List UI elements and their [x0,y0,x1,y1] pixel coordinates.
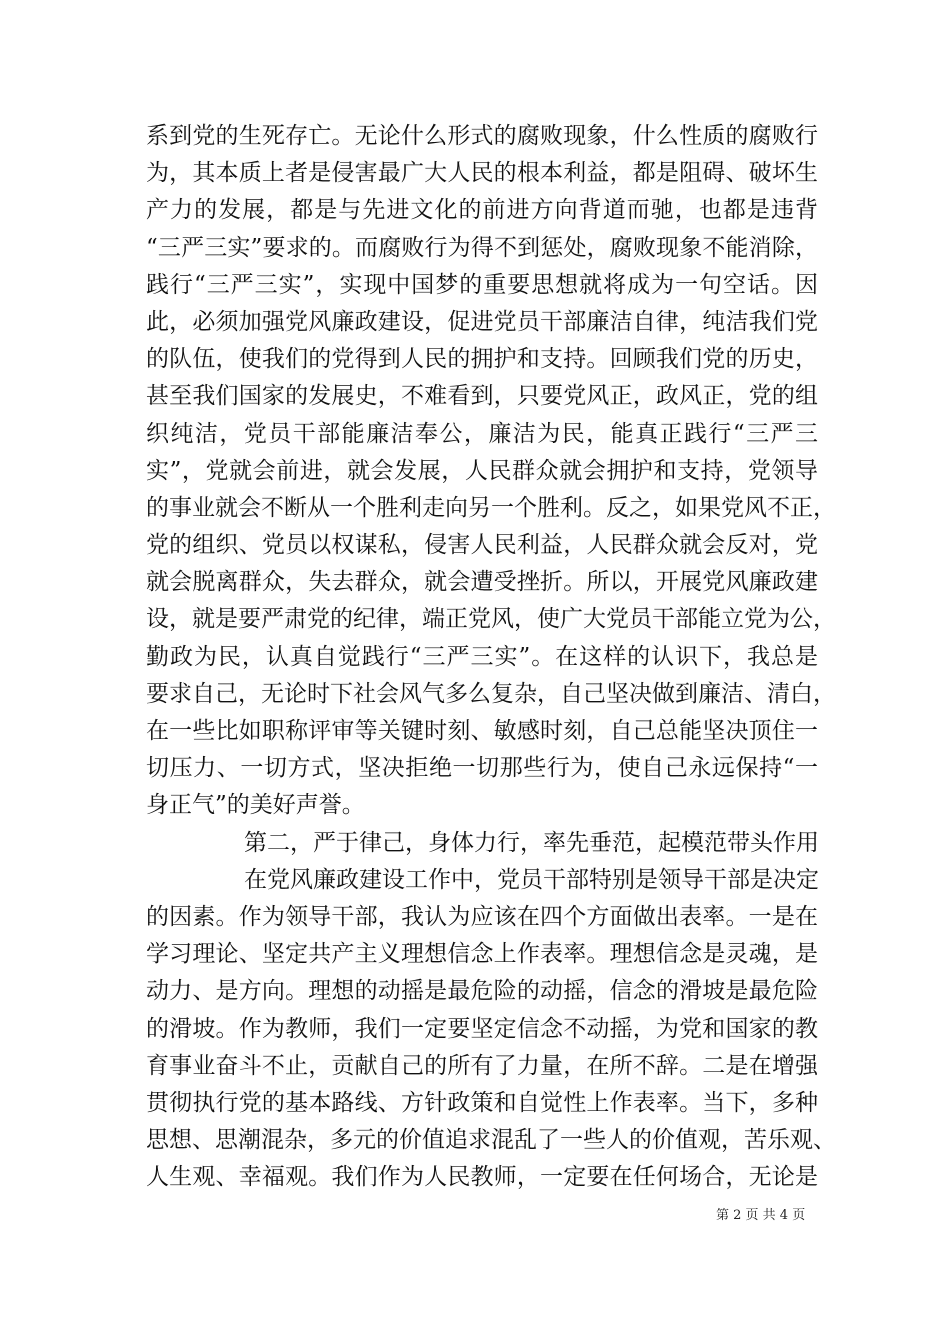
text-line: 育事业奋斗不止，贡献自己的所有了力量，在所不辞。二是在增强 [146,1052,818,1079]
text-line: 甚至我们国家的发展史，不难看到，只要党风正，政风正，党的组 [146,383,818,410]
section-heading: 第二，严于律己，身体力行，率先垂范，起模范带头作用 [244,829,819,856]
text-line: 为，其本质上者是侵害最广大人民的根本利益，都是阻碍、破坏生 [146,160,818,187]
text-line: 动力、是方向。理想的动摇是最危险的动摇，信念的滑坡是最危险 [146,978,818,1005]
text-line: 党的组织、党员以权谋私，侵害人民利益，人民群众就会反对，党 [146,532,818,559]
text-line: 切压力、一切方式，坚决拒绝一切那些行为，使自己永远保持“一 [146,755,818,782]
text-line: 的因素。作为领导干部，我认为应该在四个方面做出表率。一是在 [146,903,818,930]
body-text [146,118,836,1196]
text-line: 要求自己，无论时下社会风气多么复杂，自己坚决做到廉洁、清白， [146,680,836,707]
text-line: 产力的发展，都是与先进文化的前进方向背道而驰，也都是违背 [146,197,818,224]
text-line: 的滑坡。作为教师，我们一定要坚定信念不动摇，为党和国家的教 [146,1015,818,1042]
text-line: 思想、思潮混杂，多元的价值追求混乱了一些人的价值观，苦乐观、 [146,1127,836,1154]
text-line: 勤政为民，认真自觉践行“三严三实”。在这样的认识下，我总是 [146,643,818,670]
text-line: 织纯洁，党员干部能廉洁奉公，廉洁为民，能真正践行“三严三 [146,420,818,447]
text-line: 贯彻执行党的基本路线、方针政策和自觉性上作表率。当下，多种 [146,1089,818,1116]
text-line: 系到党的生死存亡。无论什么形式的腐败现象，什么性质的腐败行 [146,123,818,149]
text-line: “三严三实”要求的。而腐败行为得不到惩处，腐败现象不能消除， [146,234,818,261]
text-line: 就会脱离群众，失去群众，就会遭受挫折。所以，开展党风廉政建 [146,569,818,596]
text-line: 的事业就会不断从一个胜利走向另一个胜利。反之，如果党风不正， [146,494,836,521]
text-line: 学习理论、坚定共产主义理想信念上作表率。理想信念是灵魂，是 [146,941,818,968]
text-line: 践行“三严三实”，实现中国梦的重要思想就将成为一句空话。因 [146,271,818,298]
page-number: 第 2 页 共 4 页 [716,1208,806,1223]
text-line: 此，必须加强党风廉政建设，促进党员干部廉洁自律，纯洁我们党 [146,308,818,335]
text-line: 在一些比如职称评审等关键时刻、敏感时刻，自己总能坚决顶住一 [146,718,818,744]
text-line: 设，就是要严肃党的纪律，端正党风，使广大党员干部能立党为公， [146,606,836,633]
text-line: 的队伍，使我们的党得到人民的拥护和支持。回顾我们党的历史， [146,346,818,373]
paragraph-last-line: 身正气”的美好声誉。 [146,792,365,819]
text-line: 实”，党就会前进，就会发展，人民群众就会拥护和支持，党领导 [146,457,818,484]
paragraph-first-line: 在党风廉政建设工作中，党员干部特别是领导干部是决定 [244,866,819,893]
text-line: 人生观、幸福观。我们作为人民教师，一定要在任何场合，无论是 [146,1164,818,1191]
